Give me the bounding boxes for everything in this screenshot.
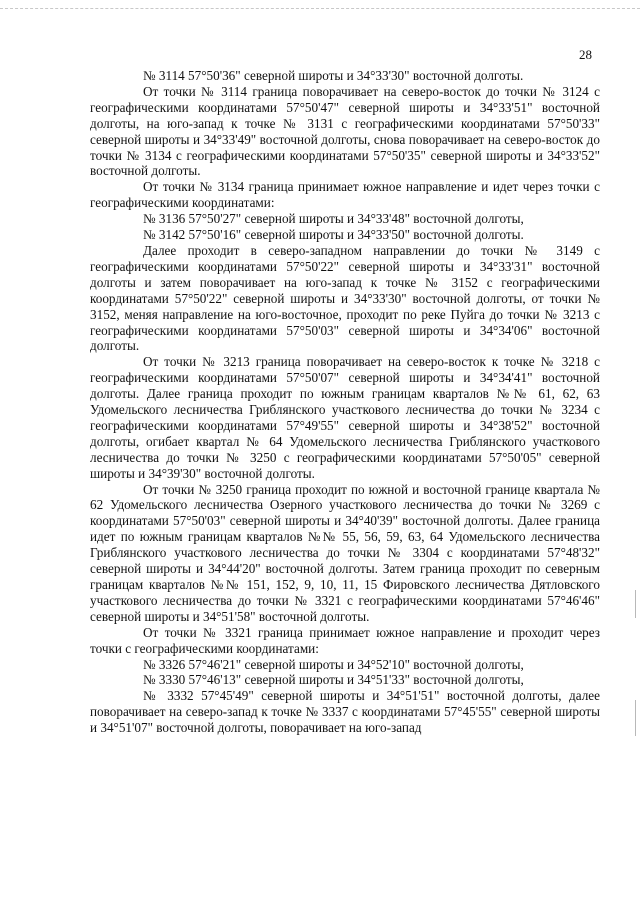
page-number: 28 xyxy=(579,47,592,62)
coordinate-item: № 3330 57°46'13" северной широты и 34°51'33" восточной долготы, xyxy=(143,672,524,688)
coordinate-item: № 3142 57°50'16" северной широты и 34°33'50" восточной долготы. xyxy=(143,227,524,243)
scan-edge-mark xyxy=(635,590,636,618)
paragraph: № 3332 57°45'49" северной широты и 34°51'51" восточной долготы, далее поворачивает на северо-запад к точке № 3337 с координатами 57°45'55" северной широты и 34°51'07" восточной долготы, поворачивает на юго-запад xyxy=(90,688,600,736)
coordinate-item: № 3136 57°50'27" северной широты и 34°33'48" восточной долготы, xyxy=(143,211,524,227)
paragraph: № 3114 57°50'36" северной широты и 34°33'30" восточной долготы. xyxy=(143,68,524,83)
scan-edge-mark xyxy=(635,700,636,736)
coordinate-item: № 3326 57°46'21" северной широты и 34°52'10" восточной долготы, xyxy=(143,656,524,672)
scan-top-rule xyxy=(0,8,640,10)
paragraph: От точки № 3134 граница принимает южное направление и идет через точки с географическими координатами: xyxy=(90,179,600,211)
paragraph: От точки № 3114 граница поворачивает на северо-восток до точки № 3124 с географическими координатами 57°50'47" северной широты и 34°33'51" восточной долготы, на юго-запад к точке № 3131 с географическими координатами 57°50'33" северной широты и 34°33'49" восточной долготы, снова поворачивает на северо-восток до точки № 3134 с географическими координатами 57°50'35" северной широты и 34°33'52" восточной долготы. xyxy=(90,83,600,179)
paragraph: Далее проходит в северо-западном направлении до точки № 3149 с географическими координатами 57°50'22" северной широты и 34°33'31" восточной долготы и затем поворачивает на юго-запад к точке № 3152 с географическими координатами 57°50'22" северной широты и 34°33'30" восточной долготы, от точки № 3152, меняя направление на юго-восточное, проходит по реке Пуйга до точки № 3213 с географическими координатами 57°50'03" северной широты и 34°34'06" восточной долготы. xyxy=(90,242,600,354)
paragraph: От точки № 3213 граница поворачивает на северо-восток к точке № 3218 с географическими координатами 57°50'07" северной широты и 34°34'41" восточной долготы. Далее граница проходит по южным границам кварталов №№ 61, 62, 63 Удомельского лесничества Гриблянского участкового лесничества до точки № 3234 с географическими координатами 57°49'55" северной широты и 34°38'52" восточной долготы, огибает квартал № 64 Удомельского лесничества Гриблянского участкового лесничества до точки № 3250 с географическими координатами 57°50'05" северной широты и 34°39'30" восточной долготы. xyxy=(90,354,600,481)
document-body xyxy=(90,68,600,736)
paragraph: От точки № 3321 граница принимает южное направление и проходит через точки с географическими координатами: xyxy=(90,624,600,656)
paragraph: От точки № 3250 граница проходит по южной и восточной границе квартала № 62 Удомельского лесничества Озерного участкового лесничества до точки № 3269 с координатами 57°50'03" северной широты и 34°40'39" восточной долготы. Далее граница идет по южным границам кварталов №№ 55, 56, 59, 63, 64 Удомельского лесничества Гриблянского участкового лесничества до точки № 3304 с координатами 57°48'32" северной широты и 34°44'20" восточной долготы. Затем граница проходит по северным границам кварталов №№ 151, 152, 9, 10, 11, 15 Фировского лесничества Дятловского участкового лесничества до точки № 3321 с географическими координатами 57°46'46" северной широты и 34°51'58" восточной долготы. xyxy=(90,481,600,624)
